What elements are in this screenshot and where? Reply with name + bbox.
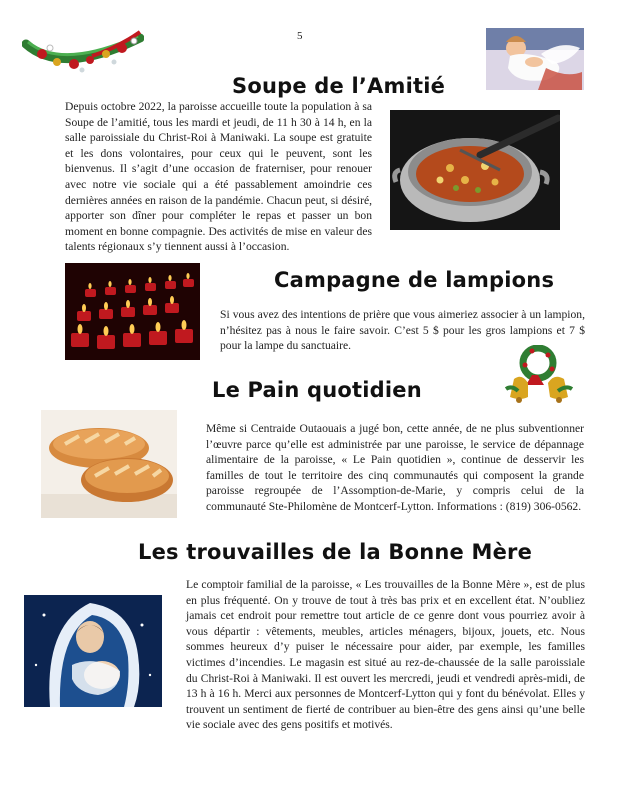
section-text-soupe: Depuis octobre 2022, la paroisse accueille toute la population à sa Soupe de l’amitié, tous les mardi et jeudi, de 11 h 30 à 14 h, en la salle paroissiale du Christ-Roi à Maniwaki. La soupe est gratuite et les dons volontaires, pour ceux qui le peuvent, sont les bienvenus. Il s’agit d’une occasion de fraterniser, pour renouer avec notre vie sociale qui a été passablement amoindrie ces dernières années en raison de la pandémie. Chacun peut, si désiré, apporter son dîner pour compléter le repas et passer un bon moment en bonne compagnie. Des activités de mise en valeur des talents régionaux s’y tiennent aussi à l’occasion.: [65, 100, 372, 254]
page-number: 5: [297, 30, 303, 42]
christmas-bells-image: [492, 345, 584, 407]
madonna-and-child-image: [24, 595, 162, 707]
bread-image: [41, 410, 177, 518]
angel-image: [486, 28, 584, 90]
section-title-pain: Le Pain quotidien: [212, 378, 422, 402]
christmas-garland-image: [22, 26, 144, 76]
candles-image: [65, 263, 200, 360]
soup-pot-image: [390, 110, 560, 230]
section-title-trouvailles: Les trouvailles de la Bonne Mère: [138, 540, 533, 564]
section-text-pain: Même si Centraide Outaouais a jugé bon, cette année, de ne plus subventionner l’œuvre parce qu’elle est administrée par une paroisse, le service de dépannage alimentaire de la paroisse, « Le Pain quotidien », continue de desservir les familles de tout le territoire des cinq communautés qui composent la grande paroisse regroupée de l’Assomption-de-Marie, y compris celui de la communauté Ste-Philomène de Montcerf-Lytton. Informations : (819) 306-0562.: [206, 422, 584, 513]
section-text-lampions: Si vous avez des intentions de prière que vous aimeriez associer à un lampion, n’hésitez pas à nous le faire savoir. C’est 5 $ pour les gros lampions et 7 $ pour la lampe du sanctuaire.: [220, 308, 585, 353]
section-title-lampions: Campagne de lampions: [274, 268, 555, 292]
section-text-trouvailles: Le comptoir familial de la paroisse, « Les trouvailles de la Bonne Mère », est de plus en plus fréquenté. On y trouve de tout à très bas prix et en excellent état. N’oubliez jamais cet endroit pour remettre tout article de ce genre dont vous pourriez avoir à vous départir : vêtements, meubles, articles ménagers, bijoux, jouets, etc. Nous sommes heureux d’y puiser le nécessaire pour aider, par exemple, les familles victimes d’incendies. Le magasin est situé au rez-de-chaussée de la salle paroissiale du Christ-Roi à Maniwaki. Il est ouvert les mercredi, jeudi et vendredi après-midi, de 13 h à 16 h. Merci aux personnes de Montcerf-Lytton qui y font du bénévolat. Elles y trouvent un sentiment de fierté de contribuer au bien-être des gens ainsi qu’une belle vie sociale avec des gens positifs et motivés.: [186, 578, 585, 732]
section-title-soupe: Soupe de l’Amitié: [232, 74, 446, 98]
